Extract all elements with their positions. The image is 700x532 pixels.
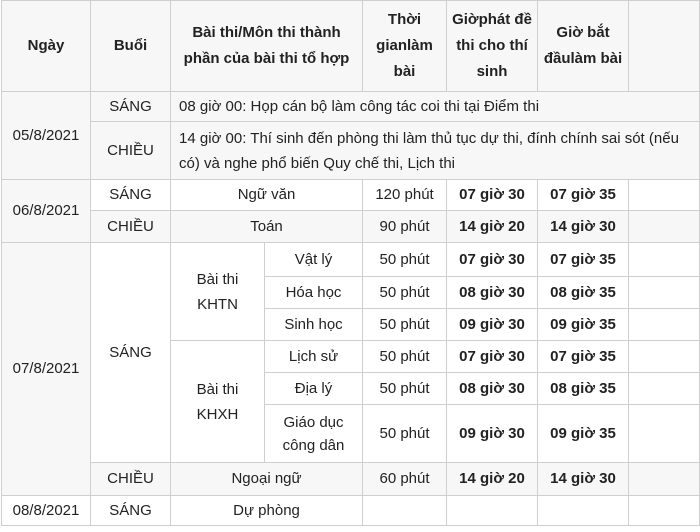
start-time-cell: 07 giờ 35 (538, 243, 629, 277)
start-time-cell: 09 giờ 35 (538, 405, 629, 463)
group-label-khxh: Bài thi KHXH (171, 341, 265, 463)
empty-cell (629, 180, 700, 211)
empty-cell (629, 405, 700, 463)
table-row (2, 463, 700, 496)
exam-distribution-time-cell: 07 giờ 30 (447, 243, 538, 277)
duration-cell: 50 phút (363, 405, 447, 463)
subject-cell: Dự phòng (171, 496, 363, 526)
duration-cell: 50 phút (363, 341, 447, 373)
session-cell: SÁNG (91, 496, 171, 526)
empty-cell (538, 496, 629, 526)
session-cell: CHIỀU (91, 122, 171, 180)
empty-cell (629, 211, 700, 243)
session-cell: SÁNG (91, 243, 171, 463)
empty-cell (363, 496, 447, 526)
start-time-cell: 07 giờ 35 (538, 341, 629, 373)
exam-distribution-time-cell: 08 giờ 30 (447, 373, 538, 405)
session-cell: SÁNG (91, 92, 171, 122)
subject-cell: Lịch sử (265, 341, 363, 373)
subject-cell: Ngữ văn (171, 180, 363, 211)
session-cell: CHIỀU (91, 211, 171, 243)
exam-distribution-time-cell: 09 giờ 30 (447, 309, 538, 341)
exam-distribution-time-cell: 07 giờ 30 (447, 180, 538, 211)
start-time-cell: 09 giờ 35 (538, 309, 629, 341)
note-cell: 08 giờ 00: Họp cán bộ làm công tác coi thi tại Điểm thi (171, 92, 700, 122)
header-gio-phat-de: Giờphát đề thi cho thí sinh (447, 1, 538, 92)
exam-distribution-time-cell: 14 giờ 20 (447, 211, 538, 243)
empty-cell (629, 277, 700, 309)
header-buoi: Buổi (91, 1, 171, 92)
exam-distribution-time-cell: 14 giờ 20 (447, 463, 538, 496)
date-cell: 08/8/2021 (2, 496, 91, 526)
empty-cell (629, 309, 700, 341)
exam-distribution-time-cell: 09 giờ 30 (447, 405, 538, 463)
start-time-cell: 08 giờ 35 (538, 277, 629, 309)
start-time-cell: 14 giờ 30 (538, 211, 629, 243)
exam-schedule-table (1, 0, 700, 526)
session-cell: CHIỀU (91, 463, 171, 496)
date-cell: 05/8/2021 (2, 92, 91, 180)
duration-cell: 50 phút (363, 309, 447, 341)
table-row (2, 92, 700, 122)
start-time-cell: 08 giờ 35 (538, 373, 629, 405)
duration-cell: 50 phút (363, 373, 447, 405)
subject-cell: Hóa học (265, 277, 363, 309)
date-cell: 07/8/2021 (2, 243, 91, 496)
subject-cell: Vật lý (265, 243, 363, 277)
table-row (2, 122, 700, 180)
table-row (2, 243, 700, 277)
subject-cell: Ngoại ngữ (171, 463, 363, 496)
table-row (2, 180, 700, 211)
subject-cell: Địa lý (265, 373, 363, 405)
duration-cell: 50 phút (363, 243, 447, 277)
subject-cell: Toán (171, 211, 363, 243)
empty-cell (447, 496, 538, 526)
start-time-cell: 14 giờ 30 (538, 463, 629, 496)
note-cell: 14 giờ 00: Thí sinh đến phòng thi làm thủ tục dự thi, đính chính sai sót (nếu có) và nghe phổ biến Quy chế thi, Lịch thi (171, 122, 700, 180)
duration-cell: 60 phút (363, 463, 447, 496)
empty-cell (629, 463, 700, 496)
header-empty (629, 1, 700, 92)
duration-cell: 120 phút (363, 180, 447, 211)
header-gio-bat-dau: Giờ bắt đầulàm bài (538, 1, 629, 92)
table-row (2, 211, 700, 243)
exam-distribution-time-cell: 08 giờ 30 (447, 277, 538, 309)
subject-cell: Giáo dục công dân (265, 405, 363, 463)
date-cell: 06/8/2021 (2, 180, 91, 243)
session-cell: SÁNG (91, 180, 171, 211)
empty-cell (629, 373, 700, 405)
table-row (2, 496, 700, 526)
header-thoi-gian: Thời gianlàm bài (363, 1, 447, 92)
header-row (2, 1, 700, 92)
group-label-khtn: Bài thi KHTN (171, 243, 265, 341)
subject-cell: Sinh học (265, 309, 363, 341)
header-ngay: Ngày (2, 1, 91, 92)
duration-cell: 50 phút (363, 277, 447, 309)
empty-cell (629, 243, 700, 277)
exam-distribution-time-cell: 07 giờ 30 (447, 341, 538, 373)
duration-cell: 90 phút (363, 211, 447, 243)
header-bai-thi: Bài thi/Môn thi thành phần của bài thi tổ hợp (171, 1, 363, 92)
empty-cell (629, 496, 700, 526)
empty-cell (629, 341, 700, 373)
start-time-cell: 07 giờ 35 (538, 180, 629, 211)
